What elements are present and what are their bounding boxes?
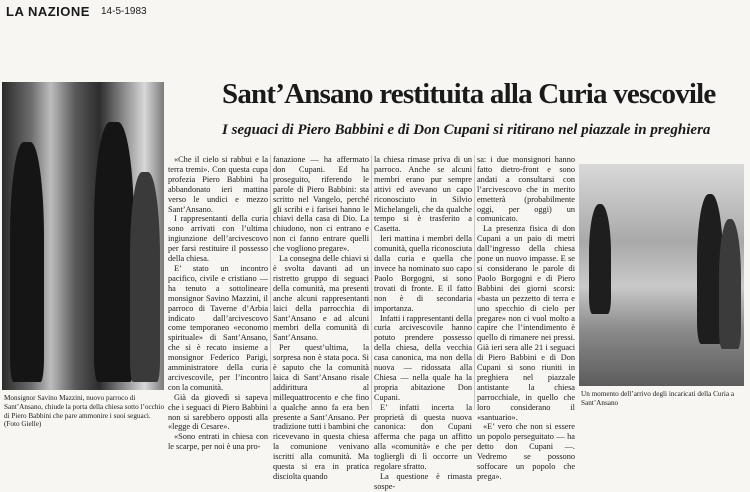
photo-curia-arrival [579, 164, 744, 386]
paragraph: Infatti i rappresentanti della curia arcivescovile hanno potuto prendere possesso della chiesa, della vecchia casa canonica, ma non della nuova — ridossata alla Chiesa — nella quale ha la propria abitazione Don Cupani. [374, 313, 472, 402]
photo-caption-right: Un momento dell’arrivo degli incaricati della Curia a Sant’Ansano [581, 390, 735, 407]
column-divider [371, 155, 372, 410]
photo-church-door [2, 82, 164, 390]
paragraph: Già da giovedì si sapeva che i seguaci di Piero Babbini non si sarebbero opposti alla «legge di Cesare». [168, 392, 268, 432]
paragraph: fanazione — ha affermato don Cupani. Ed ha proseguito, riferendo le parole di Piero Babbini: sta scritto nel Vangelo, perché gli scribi e i farisei hanno le chiavi della casa di Dio. La chiudono, non ci entrano e non ci fanno entrare quelli che vogliono pregare». [273, 155, 369, 254]
paragraph: E’ infatti incerta la proprietà di questa nuova canonica: don Cupani afferma che paga un affitto alla «comunità» e che per togliergli di lì occorre un regolare sfratto. [374, 402, 472, 472]
paragraph: Per quest’ultima, la sorpresa non è stata poca. Si è saputo che la comunità laica di Sant’Ansano risale addirittura al millequattrocento e che fino a qualche anno fa era ben presente a Sant’Ansano. Per tradizione tutti i bambini che ricevevano in questa chiesa la comunione venivano iscritti alla comunità. Ma questa si era in pratica disciolta quando [273, 343, 369, 481]
subheadline: I seguaci di Piero Babbini e di Don Cupani si ritirano nel piazzale in preghiera [222, 122, 711, 138]
paragraph: «E’ vero che non si essere un popolo perseguitato — ha detto don Cupani —. Vedremo se possono soffocare un popolo che prega». [477, 422, 575, 481]
paragraph: La consegna delle chiavi si è svolta davanti ad un ristretto gruppo di seguaci della comunità, ma presenti anche alcuni rappresentanti laici della parrocchia di Sant’Ansano e ad alcuni membri della comunità di Sant’Ansano. [273, 254, 369, 343]
masthead: LA NAZIONE [6, 4, 90, 19]
article-column-1 [168, 155, 268, 452]
column-divider [270, 155, 271, 410]
paragraph: «Sono entrati in chiesa con le scarpe, per noi è una pro- [168, 432, 268, 452]
publication-date: 14-5-1983 [101, 6, 147, 17]
paragraph: la chiesa rimase priva di un parroco. Anche se alcuni membri erano pur sempre attivi ed avevano un capo riconosciuto in Silvio Michelangeli, che da qualche tempo si è trasferito a Casetta. [374, 155, 472, 234]
headline: Sant’Ansano restituita alla Curia vescovile [222, 78, 716, 110]
paragraph: E’ stato un incontro pacifico, civile e cristiano — ha tenuto a sottolineare monsignor Savino Mazzini, il parroco di Taverne d’Arbia indicato dall’arcivescovo come temporaneo «economo spirituale» di Sant’Ansano, che si è recato insieme a monsignor Federico Parigi, amministratore della curia arcivescovile, per l’incontro con la comunità. [168, 263, 268, 392]
photo-caption-left: Monsignor Savino Mazzini, nuovo parroco di Sant’Ansano, chiude la porta della chiesa sotto l’occhio di Piero Babbini che pare ammonire i suoi seguaci. (Foto Gielle) [4, 394, 165, 429]
paragraph: «Che il cielo si rabbui e la terra tremi». Con questa cupa profezia Piero Babbini ha abbandonato ieri mattina verso le undici e mezzo Sant’Ansano. [168, 155, 268, 214]
paragraph: sa: i due monsignori hanno fatto dietro-front e sono andati a consultarsi con l’arcivescovo che in merito emetterà (probabilmente oggi, per oggi) un comunicato. [477, 155, 575, 224]
article-column-3 [374, 155, 472, 491]
paragraph: La questione è rimasta sospe- [374, 472, 472, 491]
paragraph: Ieri mattina i membri della comunità, quella riconosciuta dalla curia e quella che invece ha nominato suo capo Paolo Borgogni, si sono trovati di fronte. E il fatto non è di secondaria importanza. [374, 234, 472, 313]
article-column-2 [273, 155, 369, 481]
paragraph: La presenza fisica di don Cupani a un paio di metri dall’ingresso della chiesa pone un nuovo impasse. E se si considerano le parole di Paolo Borgogni e di Piero Babbini dei giorni scorsi: «basta un pezzetto di terra e uno specchio di cielo per pregare» non ci vuol molto a capire che l’intendimento è quello di rimanere nei pressi. Già ieri sera alle 21 i seguaci di Piero Babbini e di Don Cupani si sono riuniti in preghiera nel piazzale antistante la chiesa parrocchiale, in quello che loro considerano il «santuario». [477, 224, 575, 422]
column-divider [474, 155, 475, 410]
article-column-4 [477, 155, 575, 481]
paragraph: I rappresentanti della curia sono arrivati con l’ultima ingiunzione dell’arcivescovo per farsi restituire il possesso della chiesa. [168, 214, 268, 264]
